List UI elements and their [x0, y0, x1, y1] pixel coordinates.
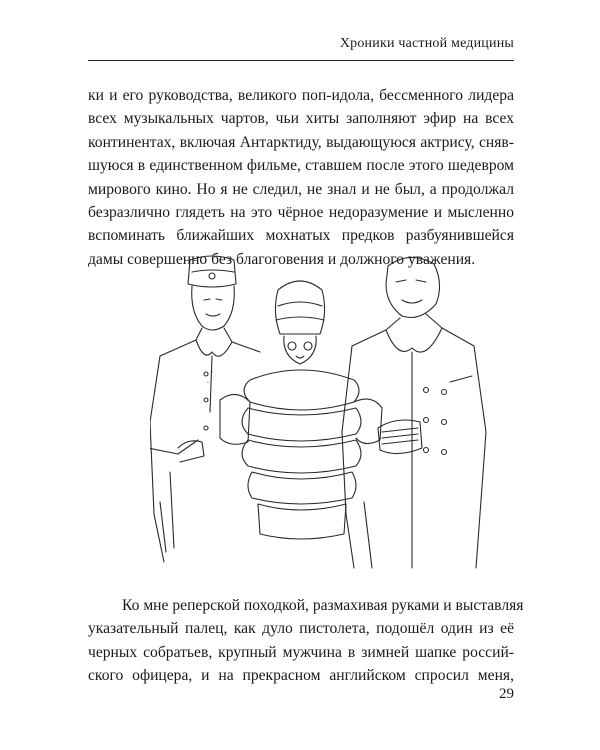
text-line: указательный палец, как дуло пистолета, подошёл один из её	[88, 620, 514, 638]
text-line: дамы совершенно без благоговения и должного уважения.	[88, 250, 476, 268]
right-figure-drawing	[342, 257, 486, 568]
header-rule	[88, 60, 514, 61]
text-line: вспоминать ближайших мохнатых предков разбуянившейся	[88, 227, 514, 245]
text-line: черных собратьев, крупный мужчина в зимней шапке россий-	[88, 643, 514, 661]
page-number: 29	[499, 686, 514, 702]
paragraph-2	[88, 594, 524, 688]
text-line: всех музыкальных чартов, чьи хиты заполняют эфир на всех	[88, 110, 514, 128]
text-line: Ко мне реперской походкой, размахивая руками и выставляя	[122, 597, 524, 614]
text-line: ки и его руководства, великого поп-идола, бессменного лидера	[88, 87, 514, 104]
text-line: континентах, включая Антарктиду, выдающуюся актрису, сняв-	[88, 133, 514, 151]
running-head: Хроники частной медицины	[339, 36, 514, 51]
text-line: безразлично глядеть на это чёрное недоразумение и мысленно	[88, 204, 514, 222]
illustration-three-figures	[150, 252, 490, 578]
text-line: ского офицера, и на прекрасном английском спросил меня,	[88, 667, 514, 685]
paragraph-1	[88, 84, 514, 271]
centre-figure-drawing	[220, 281, 382, 539]
text-line: шуюся в единственном фильме, ставшем после этого шедевром	[88, 157, 514, 175]
text-line: мирового кино. Но я не следил, не знал и не был, а продолжал	[88, 180, 514, 198]
left-figure-drawing	[150, 256, 260, 562]
